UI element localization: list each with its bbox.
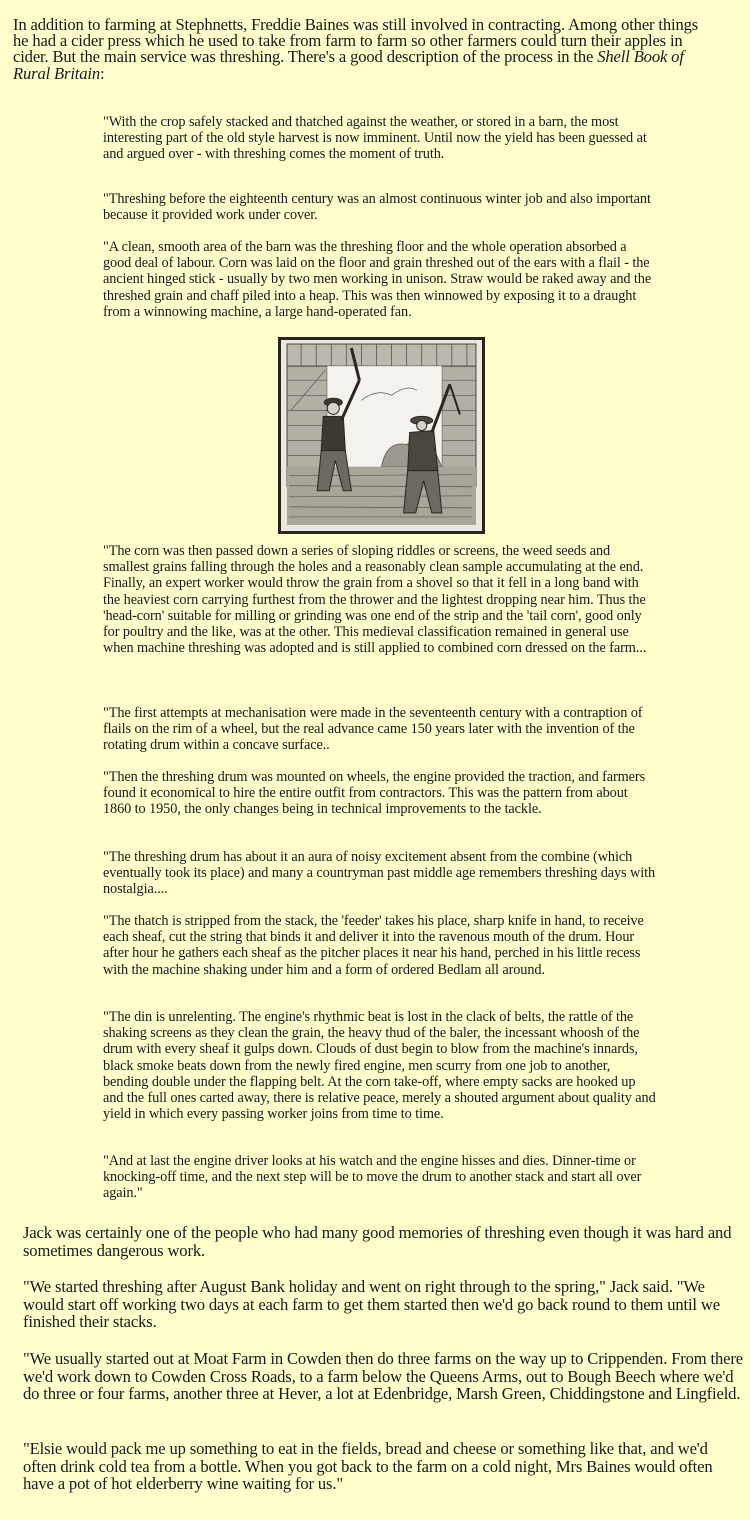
quote-paragraph: "And at last the engine driver looks at his watch and the engine hisses and dies. Dinner-time or knocking-off time, and the next step will be to move the drum to another stack and start all over again." xyxy=(103,1153,642,1202)
quote-paragraph: "The corn was then passed down a series of sloping riddles or screens, the weed seeds and smallest grains falling through the holes and a reasonably clean sample accumulating at the end. Finally, an expert worker would throw the grain from a shovel so that it fell in a long band with the heaviest corn carrying furthest from the thrower and the lightest dropping near him. Thus the 'head-corn' suitable for milling or grinding was one end of the strip and the 'tail corn', good only for poultry and the like, was at the other. This medieval classification remained in general use when machine threshing was adopted and is still applied to combined corn dressed on the farm... xyxy=(103,543,647,657)
quote-paragraph: "The thatch is stripped from the stack, the 'feeder' takes his place, sharp knife in hand, to receive each sheaf, cut the string that binds it and deliver it into the ravenous mouth of the drum. Hour after hour he gathers each sheaf as the pitcher places it near his hand, perched in his little recess with the machine shaking under him and a form of ordered Bedlam all around. xyxy=(103,913,644,978)
quote-paragraph: "A clean, smooth area of the barn was the threshing floor and the whole operation absorbed a good deal of labour. Corn was laid on the floor and grain threshed out of the ears with a flail - the ancient hinged stick - usually by two men working in unison. Straw would be raked away and the threshed grain and chaff piled into a heap. This was then winnowed by exposing it to a draught from a winnowing machine, a large hand-operated fan. xyxy=(103,239,652,320)
intro-paragraph xyxy=(13,17,713,82)
book-title: Shell Book of Rural Britain xyxy=(13,47,684,83)
body-paragraph: "We started threshing after August Bank holiday and went on right through to the spring," Jack said. "We would start off working two days at each farm to get them started then we'd go back round to them until we finished their stacks. xyxy=(23,1277,720,1332)
quote-paragraph: "With the crop safely stacked and thatched against the weather, or stored in a barn, the most interesting part of the old style harvest is now imminent. Until now the yield has been guessed at and argued over - with threshing comes the moment of truth. xyxy=(103,114,647,163)
quote-paragraph: "The threshing drum has about it an aura of noisy excitement absent from the combine (which eventually took its place) and many a countryman past middle age remembers threshing days with nostalgia.... xyxy=(103,849,655,898)
quote-paragraph: "The first attempts at mechanisation were made in the seventeenth century with a contraption of flails on the rim of a wheel, but the real advance came 150 years later with the invention of the rotating drum within a concave surface.. xyxy=(103,705,643,754)
body-paragraph: Jack was certainly one of the people who had many good memories of threshing even though it was hard and sometimes dangerous work. xyxy=(23,1223,732,1260)
intro-text: In addition to farming at Stephnetts, Freddie Baines was still involved in contracting. Among other things he had a cider press which he used to take from farm to farm so other farmers could turn their apples in cider. But the main service was threshing. There's a good description of the process in the xyxy=(13,15,699,67)
body-paragraph: "Elsie would pack me up something to eat in the fields, bread and cheese or something like that, and we'd often drink cold tea from a bottle. When you got back to the farm on a cold night, Mrs Baines would often have a pot of hot elderberry wine waiting for us." xyxy=(23,1439,713,1494)
flail-threshers-engraving xyxy=(281,340,482,531)
quote-paragraph: "Threshing before the eighteenth century was an almost continuous winter job and also important because it provided work under cover. xyxy=(103,191,651,224)
quote-paragraph: "The din is unrelenting. The engine's rhythmic beat is lost in the clack of belts, the rattle of the shaking screens as they clean the grain, the heavy thud of the baler, the incessant whoosh of the drum with every sheaf it gulps down. Clouds of dust begin to blow from the machine's innards, black smoke beats down from the newly fired engine, men scurry from one job to another, bending double under the flapping belt. At the corn take-off, where empty sacks are hooked up and the full ones carted away, there is relative peace, merely a shouted argument about quality and yield in which every passing worker joins from time to time. xyxy=(103,1009,656,1123)
intro-colon: : xyxy=(100,63,105,83)
quote-paragraph: "Then the threshing drum was mounted on wheels, the engine provided the traction, and farmers found it economical to hire the entire outfit from contractors. This was the pattern from about 1860 to 1950, the only changes being in technical improvements to the tackle. xyxy=(103,769,646,818)
body-paragraph: "We usually started out at Moat Farm in Cowden then do three farms on the way up to Crippenden. From there we'd work down to Cowden Cross Roads, to a farm below the Queens Arms, out to Bough Beech where we'd do three or four farms, another three at Hever, a lot at Edenbridge, Marsh Green, Chiddingstone and Lingfield. xyxy=(23,1349,743,1404)
threshing-illustration xyxy=(278,337,485,534)
